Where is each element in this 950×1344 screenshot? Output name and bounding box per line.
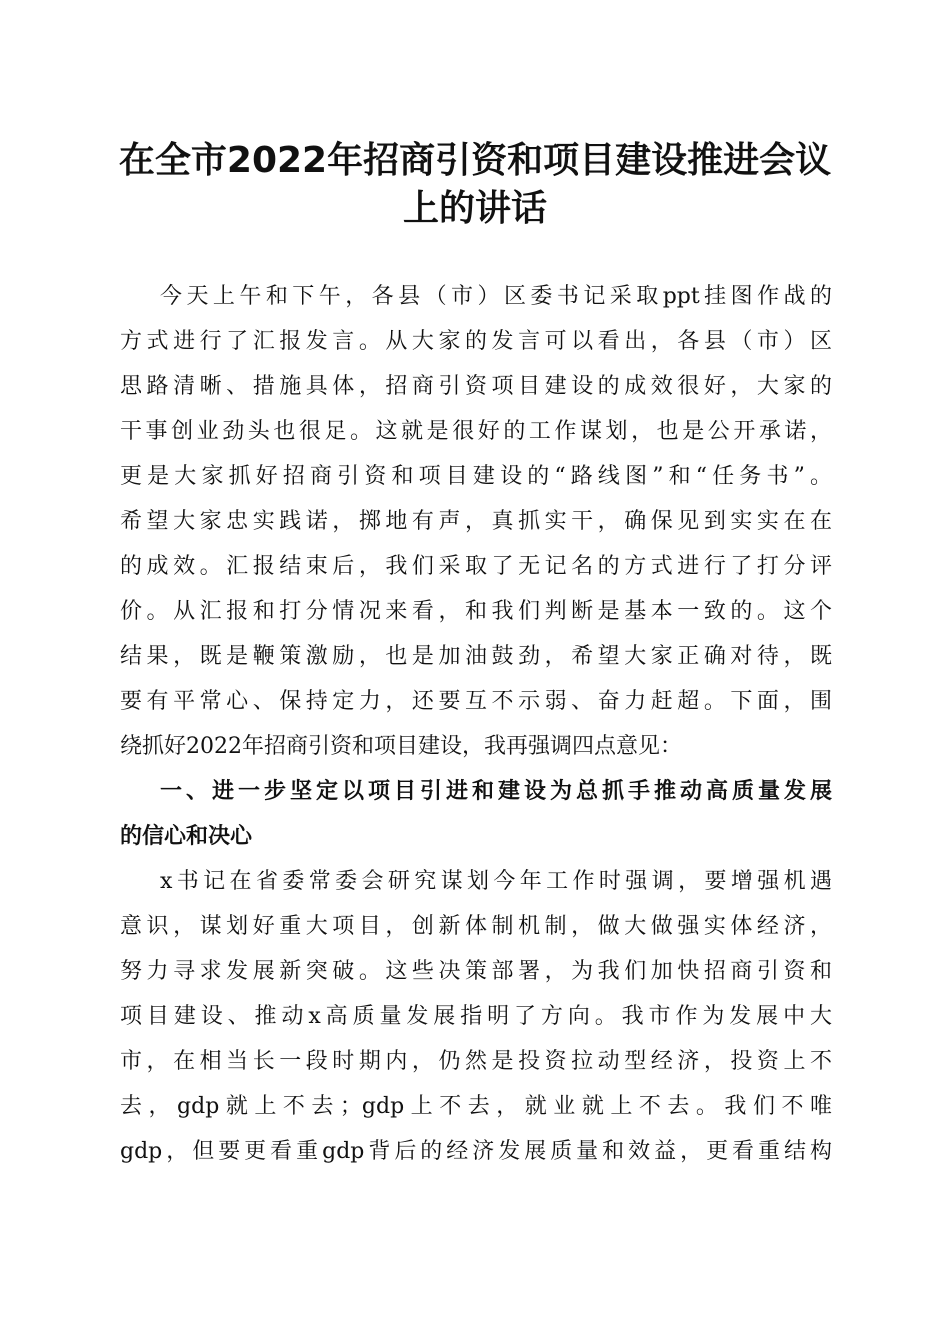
paragraph-line: 思路清晰、措施具体，招商引资项目建设的成效很好，大家的 [120,374,832,399]
paragraph-line: 项目建设、推动x高质量发展指明了方向。我市作为发展中大 [120,1004,832,1029]
paragraph-line: 今天上午和下午，各县（市）区委书记采取ppt挂图作战的 [160,284,832,309]
paragraph-line: 绕抓好2022年招商引资和项目建设，我再强调四点意见： [120,734,682,759]
paragraph-line: 干事创业劲头也很足。这就是很好的工作谋划，也是公开承诺， [120,419,832,444]
paragraph-line: 意识，谋划好重大项目，创新体制机制，做大做强实体经济， [120,914,832,939]
paragraph-line: 市，在相当长一段时期内，仍然是投资拉动型经济，投资上不 [120,1049,832,1074]
paragraph-line: 努力寻求发展新突破。这些决策部署，为我们加快招商引资和 [120,959,832,984]
paragraph-line: x书记在省委常委会研究谋划今年工作时强调，要增强机遇 [160,869,832,894]
paragraph-line: 方式进行了汇报发言。从大家的发言可以看出，各县（市）区 [120,329,832,354]
paragraph-line: 要有平常心、保持定力，还要互不示弱、奋力赶超。下面，围 [120,689,832,714]
paragraph-line: 的成效。汇报结束后，我们采取了无记名的方式进行了打分评 [120,554,832,579]
document-title-line-2: 上的讲话 [402,188,547,229]
paragraph-line: 价。从汇报和打分情况来看，和我们判断是基本一致的。这个 [120,599,832,624]
paragraph-line: 希望大家忠实践诺，掷地有声，真抓实干，确保见到实实在在 [120,509,832,534]
section-heading-line: 一、进一步坚定以项目引进和建设为总抓手推动高质量发展 [160,779,832,804]
paragraph-line: 去，gdp就上不去；gdp上不去，就业就上不去。我们不唯 [120,1094,832,1119]
paragraph-line: 结果，既是鞭策激励，也是加油鼓劲，希望大家正确对待，既 [120,644,832,669]
paragraph-line: 更是大家抓好招商引资和项目建设的“路线图”和“任务书”。 [120,464,832,489]
paragraph-line: gdp，但要更看重gdp背后的经济发展质量和效益，更看重结构 [120,1139,832,1164]
section-heading-line: 的信心和决心 [120,824,253,849]
document-title-line-1: 在全市2022年招商引资和项目建设推进会议 [118,140,832,181]
